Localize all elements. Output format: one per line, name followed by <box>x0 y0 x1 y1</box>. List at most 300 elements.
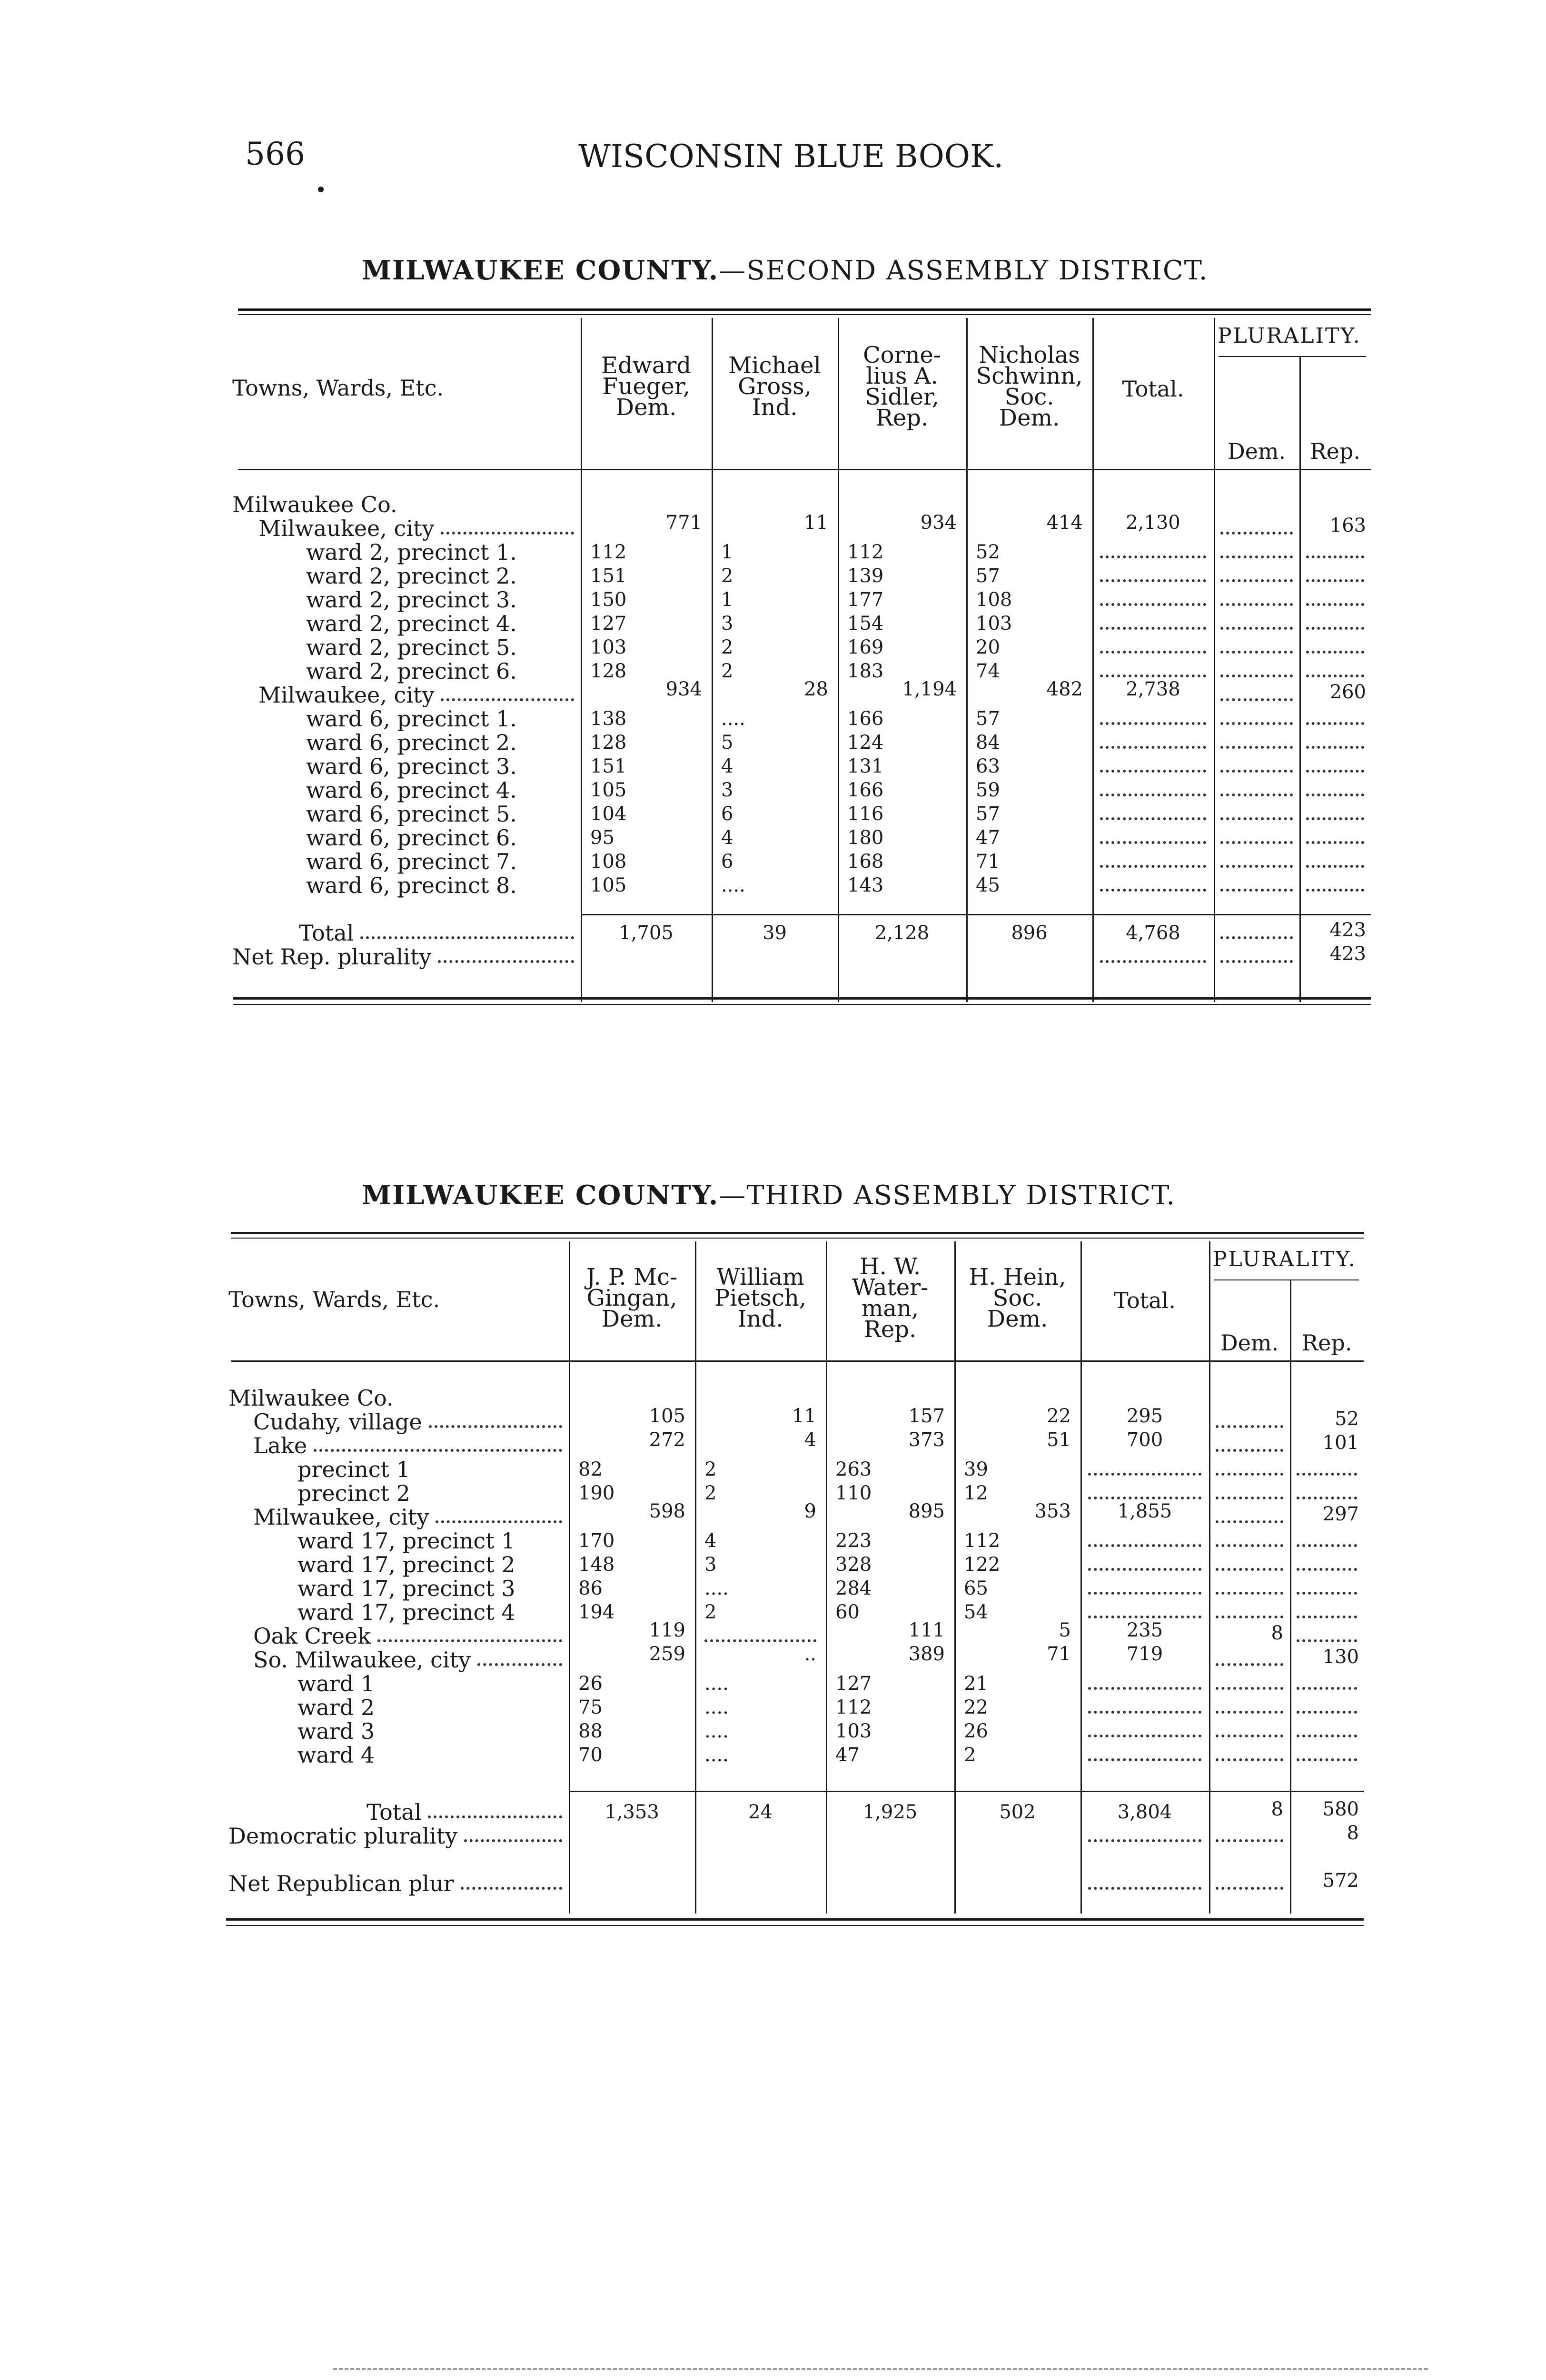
table3-row-9-c2: .... <box>704 1577 729 1599</box>
table2-plur-dem-header: Dem. <box>1227 438 1286 464</box>
table2-row-3-c4: 52 <box>976 541 1000 563</box>
table3-row-15-c3: 103 <box>835 1720 872 1742</box>
table2-row-17-c4: 45 <box>976 874 1000 896</box>
table2-row-6-dem-dots <box>1220 627 1293 630</box>
table3-row-7-rep-dots <box>1297 1544 1357 1547</box>
table3-row-3-label: Lake <box>253 1433 307 1458</box>
table3-row-17-label: Total <box>367 1799 422 1825</box>
table2-plur-split-header <box>1299 356 1301 469</box>
table3-row-8-c2: 3 <box>704 1554 717 1576</box>
table3-row-15-label: ward 3 <box>297 1718 375 1744</box>
table3-row-10-label: ward 17, precinct 4 <box>297 1599 515 1625</box>
page-number: 566 <box>245 136 305 172</box>
table3-row-16-label: ward 4 <box>297 1742 375 1768</box>
table3-row-19-total-dots <box>1088 1887 1201 1890</box>
table2-row-4-c2: 2 <box>721 565 733 587</box>
table3-row-12-c1: 259 <box>649 1643 685 1665</box>
table3-row-13-c1: 26 <box>578 1673 603 1695</box>
table3-row-11-dem: 8 <box>1271 1622 1283 1644</box>
table2-row-12-c2: 4 <box>721 755 733 777</box>
table3-row-10-c3: 60 <box>835 1601 860 1623</box>
table3-row-16-rep-dots <box>1297 1758 1357 1761</box>
table2-row-13-c2: 3 <box>721 779 733 801</box>
table3-header-vrule-5 <box>1209 1241 1210 1360</box>
table3-row-4-dem-dots <box>1216 1473 1283 1476</box>
table3-row-10-dem-dots <box>1216 1616 1283 1618</box>
table3-row-14-c4: 22 <box>964 1696 988 1718</box>
table3-candidate-4-line-3: Dem. <box>987 1306 1048 1332</box>
table2-row-12-rep-dots <box>1306 770 1364 773</box>
table2-row-11-rep-dots <box>1306 746 1364 749</box>
table3-row-6-total: 1,855 <box>1117 1500 1172 1522</box>
table3-row-17-c3: 1,925 <box>862 1801 918 1823</box>
table2-col-towns-header: Towns, Wards, Etc. <box>232 375 444 401</box>
table2-row-3-c1: 112 <box>590 541 627 563</box>
table2-row-16-c3: 168 <box>847 851 884 873</box>
table3-body-vrule-2 <box>826 1360 827 1914</box>
table2-row-7-c3: 169 <box>847 636 884 658</box>
table2-row-11-total-dots <box>1100 746 1206 749</box>
table2-row-1-label: Milwaukee Co. <box>232 492 397 517</box>
table2-row-2-c4: 414 <box>1046 512 1083 534</box>
table3-row-2-leader-dots <box>429 1425 562 1428</box>
table2-row-9-rep: 260 <box>1329 681 1366 703</box>
table3-row-12-leader-dots <box>477 1663 562 1666</box>
table3-row-5-rep-dots <box>1297 1497 1357 1499</box>
table3-row-13-c2: .... <box>704 1673 729 1695</box>
table2-row-15-dem-dots <box>1220 841 1293 844</box>
table2-row-13-c1: 105 <box>590 779 627 801</box>
table3-plurality-underline <box>1214 1279 1359 1280</box>
table3-row-10-c2: 2 <box>704 1601 717 1623</box>
table3-row-9-label: ward 17, precinct 3 <box>297 1576 515 1601</box>
table3-row-2-c4: 22 <box>1047 1405 1071 1427</box>
table3-top-rule <box>231 1232 1364 1234</box>
table2-row-4-label: ward 2, precinct 2. <box>306 563 517 589</box>
table2-row-7-rep-dots <box>1306 651 1364 654</box>
table3-candidate-3-line-2: Water- <box>852 1274 929 1301</box>
table2-title-district: —SECOND ASSEMBLY DISTRICT. <box>719 255 1209 286</box>
table2-row-8-c3: 183 <box>847 660 884 682</box>
table2-row-10-label: ward 6, precinct 1. <box>306 706 517 732</box>
table3-row-8-c3: 328 <box>835 1554 872 1576</box>
table2-row-10-c1: 138 <box>590 708 627 730</box>
table3-row-6-leader-dots <box>436 1520 562 1523</box>
table2-title-county: MILWAUKEE COUNTY. <box>362 255 719 286</box>
table2-row-8-c2: 2 <box>721 660 733 682</box>
table3-row-2-label: Cudahy, village <box>253 1409 422 1435</box>
table3-row-9-dem-dots <box>1216 1592 1283 1595</box>
table2-row-9-c1: 934 <box>665 678 702 700</box>
table2-row-16-total-dots <box>1100 865 1206 868</box>
running-head: WISCONSIN BLUE BOOK. <box>578 138 1004 175</box>
table2-header-vrule-0 <box>581 318 582 469</box>
table2-row-4-total-dots <box>1100 579 1206 582</box>
table3-row-3-rep: 101 <box>1322 1432 1359 1454</box>
table3-row-4-c3: 263 <box>835 1458 872 1480</box>
table2-header-vrule-1 <box>712 318 713 469</box>
table2-row-14-dem-dots <box>1220 817 1293 820</box>
table3-plur-split-header <box>1290 1279 1291 1360</box>
table2-row-14-c3: 116 <box>847 803 884 825</box>
table2-row-9-total: 2,738 <box>1126 678 1180 700</box>
table2-header-vrule-4 <box>1092 318 1094 469</box>
table3-row-6-c1: 598 <box>649 1500 685 1522</box>
table3-row-10-rep-dots <box>1297 1616 1357 1618</box>
table2-row-3-rep-dots <box>1306 555 1364 558</box>
table3-row-6-c4: 353 <box>1034 1500 1071 1522</box>
table2-row-8-dem-dots <box>1220 674 1293 677</box>
table2-row-5-label: ward 2, precinct 3. <box>306 587 517 613</box>
table2-row-11-c3: 124 <box>847 732 884 754</box>
table2-row-18-c3: 2,128 <box>874 922 930 944</box>
table2-row-2-c2: 11 <box>804 512 828 534</box>
table3-row-8-label: ward 17, precinct 2 <box>297 1552 515 1577</box>
table2-row-7-c2: 2 <box>721 636 733 658</box>
table2-row-18-label: Total <box>299 920 354 946</box>
table2-row-3-total-dots <box>1100 555 1206 558</box>
table2-row-6-total-dots <box>1100 627 1206 630</box>
table3-row-16-c3: 47 <box>835 1744 860 1766</box>
table2-row-15-label: ward 6, precinct 6. <box>306 825 517 851</box>
table3-row-12-rep: 130 <box>1322 1646 1359 1668</box>
table3-bottom-rule <box>226 1918 1364 1921</box>
table2-row-10-c4: 57 <box>976 708 1000 730</box>
table3-row-2-total: 295 <box>1126 1405 1163 1427</box>
table2-row-11-c4: 84 <box>976 732 1000 754</box>
table3-row-11-rep-dots <box>1297 1639 1357 1642</box>
table2-row-14-rep-dots <box>1306 817 1364 820</box>
table2-row-2-dem-dots <box>1220 532 1293 535</box>
table3-row-4-total-dots <box>1088 1473 1201 1476</box>
table3-row-14-c2: .... <box>704 1696 729 1718</box>
table3-row-14-label: ward 2 <box>297 1695 375 1720</box>
table2-row-19-leader-dots <box>438 960 574 963</box>
bottom-rule <box>333 2368 1428 2370</box>
table2-candidate-1-line-1: Edward <box>601 352 692 379</box>
table3-row-11-total: 235 <box>1126 1619 1163 1641</box>
table3-row-6-c2: 9 <box>804 1500 816 1522</box>
table3-col-total-header: Total. <box>1113 1288 1176 1313</box>
table3-row-5-c4: 12 <box>964 1482 988 1504</box>
table3-row-9-total-dots <box>1088 1592 1201 1595</box>
table3-row-12-c2: .. <box>804 1643 816 1665</box>
table2-row-10-c2: .... <box>721 708 745 730</box>
table2-row-15-c4: 47 <box>976 827 1000 849</box>
table3-header-vrule-3 <box>954 1241 956 1360</box>
table2-row-9-label: Milwaukee, city <box>258 682 435 708</box>
table3-row-12-c4: 71 <box>1047 1643 1071 1665</box>
table2-candidate-4-line-1: Nicholas <box>979 342 1080 368</box>
table3-row-19-rep: 572 <box>1322 1870 1359 1892</box>
page-dot <box>318 187 324 192</box>
table2-row-15-rep-dots <box>1306 841 1364 844</box>
table3-row-6-c3: 895 <box>908 1500 945 1522</box>
table2-row-17-dem-dots <box>1220 889 1293 892</box>
table3-row-7-total-dots <box>1088 1544 1201 1547</box>
table2-row-6-c4: 103 <box>976 613 1012 635</box>
table3-candidate-1-line-2: Gingan, <box>586 1285 677 1311</box>
table2-row-5-c1: 150 <box>590 589 627 611</box>
table2-row-8-c4: 74 <box>976 660 1000 682</box>
table2-row-8-label: ward 2, precinct 6. <box>306 658 517 684</box>
table3-row-13-rep-dots <box>1297 1687 1357 1690</box>
table3-row-7-c2: 4 <box>704 1530 717 1552</box>
table2-row-18-total: 4,768 <box>1126 922 1180 944</box>
table3-row-13-c3: 127 <box>835 1673 872 1695</box>
table2-row-17-c1: 105 <box>590 874 627 896</box>
table2-header-vrule-2 <box>838 318 839 469</box>
table2-candidate-3-line-1: Corne- <box>862 342 941 368</box>
table2-row-12-label: ward 6, precinct 3. <box>306 754 517 779</box>
table2-row-18-c1: 1,705 <box>619 922 674 944</box>
table2-row-4-rep-dots <box>1306 579 1364 582</box>
table3-row-3-c1: 272 <box>649 1429 685 1451</box>
table3-row-18-total-dots <box>1088 1839 1201 1842</box>
table2-row-17-c2: .... <box>721 874 745 896</box>
table2-row-12-c3: 131 <box>847 755 884 777</box>
table2-row-4-c4: 57 <box>976 565 1000 587</box>
table3-candidate-1-line-3: Dem. <box>601 1306 663 1332</box>
table2-candidate-1-line-2: Fueger, <box>602 373 690 400</box>
table2-row-14-c2: 6 <box>721 803 733 825</box>
table3-row-8-c1: 148 <box>578 1554 615 1576</box>
table2-row-15-c2: 4 <box>721 827 733 849</box>
table3-row-2-c1: 105 <box>649 1405 685 1427</box>
table3-row-13-dem-dots <box>1216 1687 1283 1690</box>
table3-plur-dem-header: Dem. <box>1220 1330 1279 1356</box>
table2-col-total-header: Total. <box>1122 376 1184 402</box>
table3-header-vrule-1 <box>695 1241 696 1360</box>
table2-row-9-c4: 482 <box>1046 678 1083 700</box>
table3-body-vrule-0 <box>569 1360 570 1914</box>
table2-row-16-rep-dots <box>1306 865 1364 868</box>
table3-row-4-label: precinct 1 <box>297 1457 410 1482</box>
table3-row-2-c3: 157 <box>908 1405 945 1427</box>
table2-row-12-c1: 151 <box>590 755 627 777</box>
table3-row-4-c1: 82 <box>578 1458 603 1480</box>
table2-row-3-c3: 112 <box>847 541 884 563</box>
table2-candidate-2-line-3: Ind. <box>752 394 798 421</box>
table2-row-5-c4: 108 <box>976 589 1012 611</box>
table2-row-18-c4: 896 <box>1011 922 1048 944</box>
table2-row-6-c1: 127 <box>590 613 627 635</box>
table2-row-17-rep-dots <box>1306 889 1364 892</box>
table2-row-2-c1: 771 <box>665 512 702 534</box>
table3-title-district: —THIRD ASSEMBLY DISTRICT. <box>719 1180 1176 1211</box>
table3-plurality-header: PLURALITY. <box>1213 1247 1357 1271</box>
table3-candidate-2-line-3: Ind. <box>737 1306 783 1332</box>
table2-row-2-total: 2,130 <box>1126 512 1180 534</box>
table2-row-4-c3: 139 <box>847 565 884 587</box>
table3-candidate-2-line-1: William <box>716 1264 804 1290</box>
table3-row-17-dem: 8 <box>1271 1798 1283 1820</box>
table3-row-5-c2: 2 <box>704 1482 717 1504</box>
table3-header-vrule-0 <box>569 1241 570 1360</box>
table2-row-6-label: ward 2, precinct 4. <box>306 611 517 636</box>
table2-row-18-leader-dots <box>360 936 574 939</box>
table3-row-12-total: 719 <box>1126 1643 1163 1665</box>
table3-row-5-c3: 110 <box>835 1482 872 1504</box>
table3-row-3-c4: 51 <box>1047 1429 1071 1451</box>
table3-row-19-label: Net Republican plur <box>228 1871 454 1896</box>
table2-total-rule <box>581 914 1371 915</box>
table3-row-16-dem-dots <box>1216 1758 1283 1761</box>
table3-row-5-label: precinct 2 <box>297 1480 410 1506</box>
table3-row-15-dem-dots <box>1216 1735 1283 1737</box>
table3-total-rule <box>569 1791 1364 1792</box>
table2-row-12-total-dots <box>1100 770 1206 773</box>
table3-row-7-c3: 223 <box>835 1530 872 1552</box>
table2-row-13-rep-dots <box>1306 793 1364 796</box>
table3-body-vrule-1 <box>695 1360 696 1914</box>
table3-row-13-label: ward 1 <box>297 1671 375 1696</box>
table3-row-15-c2: .... <box>704 1720 729 1742</box>
table3-row-17-rep: 580 <box>1322 1798 1359 1820</box>
table3-row-8-total-dots <box>1088 1568 1201 1571</box>
table3-row-7-c4: 112 <box>964 1530 1001 1552</box>
table3-row-15-total-dots <box>1088 1735 1201 1737</box>
table2-row-7-total-dots <box>1100 651 1206 654</box>
table2-row-11-c2: 5 <box>721 732 733 754</box>
table3-row-18-dem-dots <box>1216 1839 1283 1842</box>
table2-row-9-dem-dots <box>1220 698 1293 701</box>
table3-row-11-c4: 5 <box>1059 1619 1071 1641</box>
table3-row-18-leader-dots <box>464 1839 562 1842</box>
table3-row-17-leader-dots <box>428 1815 562 1818</box>
table3-row-14-c3: 112 <box>835 1696 872 1718</box>
table2-row-10-total-dots <box>1100 722 1206 725</box>
table3-row-10-c4: 54 <box>964 1601 988 1623</box>
table2-row-17-c3: 143 <box>847 874 884 896</box>
table2-row-8-rep-dots <box>1306 674 1364 677</box>
table3-candidate-1-line-1: J. P. Mc- <box>586 1264 678 1290</box>
table2-row-2-rep: 163 <box>1329 515 1366 536</box>
table3-row-8-dem-dots <box>1216 1568 1283 1571</box>
table2-bottom-rule-thin <box>233 1004 1371 1005</box>
table3-candidate-3-line-1: H. W. <box>859 1253 921 1280</box>
table2-row-5-total-dots <box>1100 603 1206 606</box>
table2-row-6-c3: 154 <box>847 613 884 635</box>
table3-row-11-c1: 119 <box>649 1619 685 1641</box>
table2-row-3-dem-dots <box>1220 555 1293 558</box>
table2-row-5-rep-dots <box>1306 603 1364 606</box>
table3-row-1-label: Milwaukee Co. <box>228 1385 394 1411</box>
table2-row-19-total-dots <box>1100 960 1206 963</box>
table3-candidate-4-line-1: H. Hein, <box>969 1264 1066 1290</box>
table3-body-vrule-3 <box>954 1360 956 1914</box>
table3-row-2-dem-dots <box>1216 1425 1283 1428</box>
table3-row-4-rep-dots <box>1297 1473 1357 1476</box>
table3-row-6-label: Milwaukee, city <box>253 1504 429 1530</box>
table2-row-19-dem-dots <box>1220 960 1293 963</box>
table3-row-18-label: Democratic plurality <box>228 1823 458 1849</box>
table3-row-12-dem-dots <box>1216 1663 1283 1666</box>
table2-row-14-total-dots <box>1100 817 1206 820</box>
table2-row-5-c2: 1 <box>721 589 733 611</box>
table2-row-14-c4: 57 <box>976 803 1000 825</box>
table2-candidate-3-line-3: Sidler, <box>865 384 939 410</box>
table3-row-13-total-dots <box>1088 1687 1201 1690</box>
table3-row-3-c3: 373 <box>908 1429 945 1451</box>
table3-row-6-rep: 297 <box>1322 1503 1359 1525</box>
table3-row-14-rep-dots <box>1297 1711 1357 1714</box>
table2-row-7-label: ward 2, precinct 5. <box>306 635 517 660</box>
table3-row-15-rep-dots <box>1297 1735 1357 1737</box>
table2-candidate-2-line-1: Michael <box>728 352 821 379</box>
table3-candidate-2-line-2: Pietsch, <box>714 1285 807 1311</box>
table2-candidate-2-line-2: Gross, <box>738 373 812 400</box>
table3-row-7-c1: 170 <box>578 1530 615 1552</box>
table3-candidate-3-line-3: man, <box>861 1295 919 1322</box>
table2-header-vrule-3 <box>966 318 968 469</box>
table3-row-6-dem-dots <box>1216 1520 1283 1523</box>
table3-row-7-dem-dots <box>1216 1544 1283 1547</box>
table2-row-2-c3: 934 <box>920 512 957 534</box>
table2-candidate-4-line-2: Schwinn, <box>976 363 1083 389</box>
table3-row-9-rep-dots <box>1297 1592 1357 1595</box>
table2-row-16-label: ward 6, precinct 7. <box>306 849 517 874</box>
table2-title <box>362 255 1209 286</box>
table2-row-10-dem-dots <box>1220 722 1293 725</box>
table3-row-16-c4: 2 <box>964 1744 976 1766</box>
table3-candidate-3-line-4: Rep. <box>863 1316 917 1343</box>
table3-row-17-c2: 24 <box>748 1801 773 1823</box>
table3-row-18-rep: 8 <box>1347 1822 1359 1844</box>
table3-row-14-total-dots <box>1088 1711 1201 1714</box>
table3-row-3-c2: 4 <box>804 1429 816 1451</box>
table3-row-2-c2: 11 <box>792 1405 816 1427</box>
table2-row-13-c3: 166 <box>847 779 884 801</box>
table2-top-rule-thin <box>238 314 1371 315</box>
table2-row-17-total-dots <box>1100 889 1206 892</box>
table2-row-15-c1: 95 <box>590 827 614 849</box>
table2-row-5-dem-dots <box>1220 603 1293 606</box>
table3-row-12-label: So. Milwaukee, city <box>253 1647 471 1673</box>
table2-row-8-c1: 128 <box>590 660 627 682</box>
table2-row-2-leader-dots <box>441 532 574 535</box>
table2-row-4-c1: 151 <box>590 565 627 587</box>
table2-row-13-total-dots <box>1100 793 1206 796</box>
table2-plurality-underline <box>1219 356 1366 357</box>
table3-row-3-leader-dots <box>314 1449 562 1452</box>
table3-row-10-c1: 194 <box>578 1601 615 1623</box>
table3-row-4-c2: 2 <box>704 1458 717 1480</box>
table3-row-2-rep: 52 <box>1335 1408 1359 1430</box>
table3-row-13-c4: 21 <box>964 1673 988 1695</box>
table2-row-9-c2: 28 <box>804 678 828 700</box>
table3-header-vrule-4 <box>1080 1241 1082 1360</box>
table2-row-3-label: ward 2, precinct 1. <box>306 539 517 565</box>
table3-row-11-label: Oak Creek <box>253 1623 371 1649</box>
table2-candidate-1-line-3: Dem. <box>615 394 677 421</box>
table2-row-13-c4: 59 <box>976 779 1000 801</box>
table2-row-16-c4: 71 <box>976 851 1000 873</box>
table2-row-16-c1: 108 <box>590 851 627 873</box>
table3-row-4-c4: 39 <box>964 1458 988 1480</box>
table3-row-5-dem-dots <box>1216 1497 1283 1499</box>
table3-row-17-c1: 1,353 <box>605 1801 659 1823</box>
table3-row-7-label: ward 17, precinct 1 <box>297 1528 515 1554</box>
table3-title-county: MILWAUKEE COUNTY. <box>362 1180 719 1211</box>
table3-row-17-total: 3,804 <box>1117 1801 1172 1823</box>
table3-row-9-c4: 65 <box>964 1577 988 1599</box>
table3-row-16-c2: .... <box>704 1744 729 1766</box>
table3-row-11-c3: 111 <box>908 1619 945 1641</box>
table2-row-14-c1: 104 <box>590 803 627 825</box>
table2-row-18-dem-dots <box>1220 936 1293 939</box>
table2-row-17-label: ward 6, precinct 8. <box>306 873 517 898</box>
